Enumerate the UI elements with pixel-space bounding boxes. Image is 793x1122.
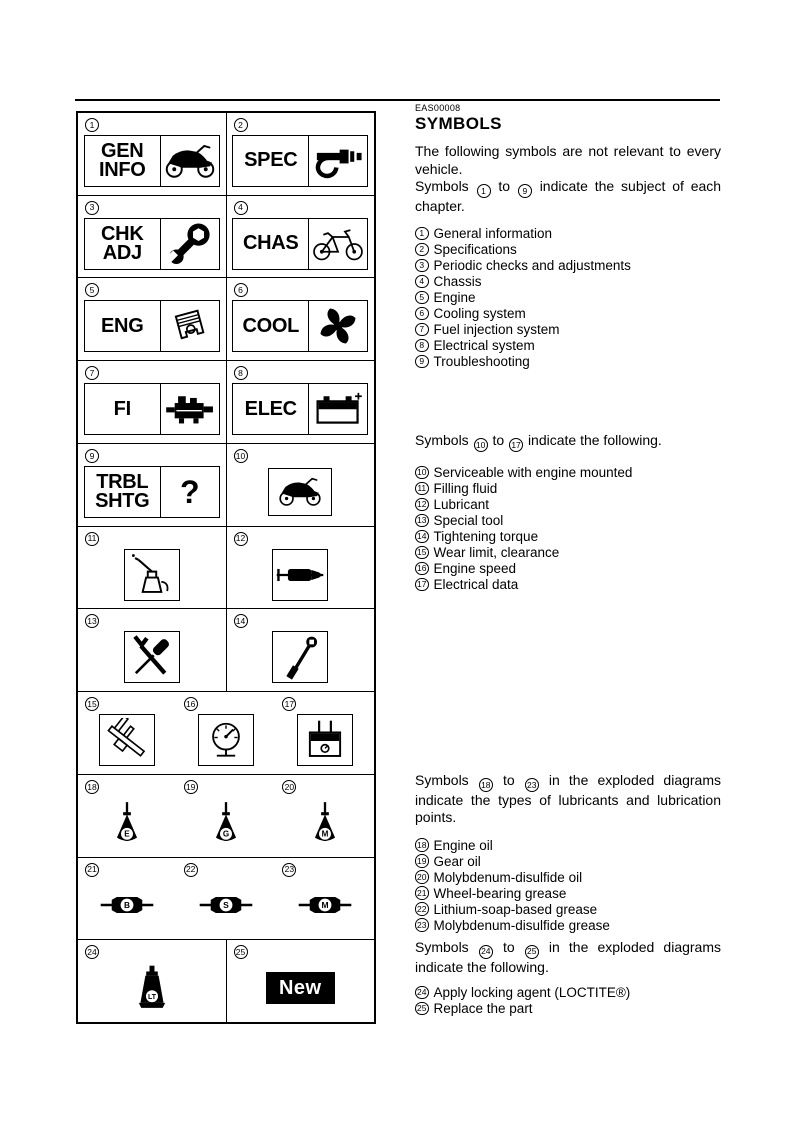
cell-filling-fluid xyxy=(78,527,227,609)
circled-number: 23 xyxy=(525,778,539,792)
circled-number: 10 xyxy=(474,438,488,452)
lube-list xyxy=(415,838,721,934)
cell-number: 7 xyxy=(85,366,99,380)
list-item xyxy=(415,338,721,354)
list-item xyxy=(415,838,721,854)
item-number: 10 xyxy=(415,466,429,480)
symbol-label: CHAS xyxy=(233,219,309,269)
item-number: 12 xyxy=(415,498,429,512)
item-number: 8 xyxy=(415,339,429,353)
item-label: Apply locking agent (LOCTITE®) xyxy=(433,985,631,1000)
circled-number: 18 xyxy=(479,778,493,792)
cell-gear-oil xyxy=(177,775,276,857)
list-item xyxy=(415,577,721,593)
list-item xyxy=(415,886,721,902)
symbol-table xyxy=(76,111,376,1024)
table-row xyxy=(78,858,374,941)
item-number: 16 xyxy=(415,562,429,576)
cell-number: 4 xyxy=(234,201,248,215)
locking-agent-letter: LT xyxy=(147,994,156,1002)
cell-special-tool xyxy=(78,609,227,691)
cell-engine-oil xyxy=(78,775,177,857)
motorcycle-icon xyxy=(268,468,332,516)
list-item xyxy=(415,529,721,545)
item-number: 1 xyxy=(415,227,429,241)
molybdenum-grease-icon xyxy=(297,892,353,918)
item-label: Tightening torque xyxy=(433,529,539,544)
item-label: Special tool xyxy=(433,513,504,528)
list-item xyxy=(415,854,721,870)
cell-number: 5 xyxy=(85,283,99,297)
item-label: General information xyxy=(433,226,553,242)
caliper-icon xyxy=(99,714,155,766)
cell-locking-agent xyxy=(78,940,227,1022)
item-number: 20 xyxy=(415,870,429,884)
table-row xyxy=(78,361,374,444)
elec-symbol-box xyxy=(232,383,368,435)
item-label: Lithium-soap-based grease xyxy=(433,901,598,917)
list-item xyxy=(415,545,721,561)
chas-symbol-box xyxy=(232,218,368,270)
item-number: 5 xyxy=(415,291,429,305)
list-item xyxy=(415,870,721,886)
list-item xyxy=(415,561,721,577)
oil-letter: E xyxy=(124,829,131,839)
oil-can-icon xyxy=(124,549,180,601)
cell-number: 18 xyxy=(85,780,99,794)
cell-replace-part xyxy=(227,940,375,1022)
symbol-label: SPEC xyxy=(233,136,309,186)
fan-icon xyxy=(309,301,367,351)
cell-number: 11 xyxy=(85,532,99,546)
note-symbols-note: Symbols 24 to 25 in the exploded diagrams indicate the following. xyxy=(415,938,722,975)
multimeter-icon xyxy=(297,714,353,766)
item-label: Engine oil xyxy=(433,837,493,853)
item-number: 3 xyxy=(415,259,429,273)
cell-molybdenum-oil xyxy=(275,775,374,857)
cell-number: 20 xyxy=(282,780,296,794)
table-row xyxy=(78,692,374,775)
cell-lithium-grease xyxy=(177,858,276,940)
chassis-icon xyxy=(309,219,367,269)
cell-serviceable-engine-mounted xyxy=(227,444,375,526)
oil-letter: G xyxy=(222,829,230,839)
item-number: 25 xyxy=(415,1002,429,1016)
item-number: 9 xyxy=(415,355,429,369)
list-item xyxy=(415,258,721,274)
item-number: 17 xyxy=(415,578,429,592)
wheel-bearing-grease-icon xyxy=(99,892,155,918)
cell-number: 6 xyxy=(234,283,248,297)
item-label: Lubricant xyxy=(433,497,490,512)
cell-number: 1 xyxy=(85,118,99,132)
cell-trbl-shtg xyxy=(78,444,227,526)
header-rule xyxy=(75,99,720,101)
item-label: Replace the part xyxy=(433,1001,533,1016)
list-item xyxy=(415,1001,721,1017)
tools-icon xyxy=(124,631,180,683)
item-label: Electrical data xyxy=(433,577,519,592)
table-row xyxy=(78,196,374,279)
grease-letter: M xyxy=(321,900,329,911)
cell-number: 13 xyxy=(85,614,99,628)
molybdenum-oil-icon xyxy=(308,799,342,847)
item-label: Molybdenum-disulfide grease xyxy=(433,917,610,933)
cell-elec xyxy=(227,361,375,443)
symbol-label: TRBL SHTG xyxy=(85,467,161,517)
oil-letter: M xyxy=(321,829,329,839)
item-label: Molybdenum-disulfide oil xyxy=(433,869,583,885)
item-number: 2 xyxy=(415,243,429,257)
cell-number: 21 xyxy=(85,863,99,877)
torque-wrench-icon xyxy=(272,631,328,683)
table-row xyxy=(78,278,374,361)
item-label: Filling fluid xyxy=(433,481,498,496)
item-number: 22 xyxy=(415,902,429,916)
cell-number: 2 xyxy=(234,118,248,132)
circled-number: 1 xyxy=(477,184,491,198)
cell-number: 17 xyxy=(282,697,296,711)
item-number: 23 xyxy=(415,918,429,932)
cell-spec xyxy=(227,113,375,195)
cell-gen-info xyxy=(78,113,227,195)
item-label: Engine xyxy=(433,290,476,306)
motorcycle-icon xyxy=(161,136,219,186)
chapter-list xyxy=(415,226,721,370)
table-row xyxy=(78,609,374,692)
item-number: 18 xyxy=(415,838,429,852)
cell-number: 16 xyxy=(184,697,198,711)
cell-chk-adj xyxy=(78,196,227,278)
question-mark-icon: ? xyxy=(179,473,200,510)
lithium-grease-icon xyxy=(198,892,254,918)
list-item xyxy=(415,274,721,290)
item-label: Gear oil xyxy=(433,853,481,869)
list-item xyxy=(415,306,721,322)
text-column xyxy=(415,103,721,1017)
item-label: Wheel-bearing grease xyxy=(433,885,567,901)
cell-number: 10 xyxy=(234,449,248,463)
info-list xyxy=(415,465,721,593)
locking-agent-icon xyxy=(133,964,171,1012)
symbol-label: FI xyxy=(85,384,161,434)
item-label: Wear limit, clearance xyxy=(433,545,560,560)
item-label: Electrical system xyxy=(433,338,535,354)
cell-number: 15 xyxy=(85,697,99,711)
item-label: Chassis xyxy=(433,274,482,290)
circled-number: 17 xyxy=(509,438,523,452)
page-title: SYMBOLS xyxy=(415,114,502,133)
table-row xyxy=(78,775,374,858)
cell-cool xyxy=(227,278,375,360)
battery-icon xyxy=(309,384,367,434)
item-label: Periodic checks and adjustments xyxy=(433,258,631,274)
item-label: Cooling system xyxy=(433,306,526,322)
symbol-label: GEN INFO xyxy=(85,136,161,186)
list-item xyxy=(415,985,721,1001)
item-number: 19 xyxy=(415,854,429,868)
table-row xyxy=(78,940,374,1022)
symbol-label: COOL xyxy=(233,301,309,351)
list-item xyxy=(415,918,721,934)
cell-number: 12 xyxy=(234,532,248,546)
item-label: Fuel injection system xyxy=(433,322,560,338)
grease-letter: B xyxy=(124,900,131,911)
circled-number: 25 xyxy=(525,945,539,959)
item-number: 21 xyxy=(415,886,429,900)
symbol-label: ENG xyxy=(85,301,161,351)
item-number: 6 xyxy=(415,307,429,321)
list-item xyxy=(415,902,721,918)
chk-adj-symbol-box xyxy=(84,218,220,270)
gear-oil-icon xyxy=(209,799,243,847)
cell-number: 9 xyxy=(85,449,99,463)
micrometer-icon xyxy=(309,136,367,186)
item-number: 7 xyxy=(415,323,429,337)
cell-number: 3 xyxy=(85,201,99,215)
lube-symbols-note: Symbols 18 to 23 in the exploded diagrams indicate the types of lubricants and lubrication points. xyxy=(415,772,722,826)
eng-symbol-box xyxy=(84,300,220,352)
document-code: EAS00008 xyxy=(415,103,461,113)
table-row xyxy=(78,527,374,610)
list-item xyxy=(415,290,721,306)
symbol-label: CHK ADJ xyxy=(85,219,161,269)
cell-number: 22 xyxy=(184,863,198,877)
tachometer-icon xyxy=(198,714,254,766)
item-number: 24 xyxy=(415,986,429,1000)
piston-icon xyxy=(161,301,219,351)
cell-wear-limit xyxy=(78,692,177,774)
cell-number: 14 xyxy=(234,614,248,628)
table-row xyxy=(78,113,374,196)
item-label: Specifications xyxy=(433,242,517,258)
fi-symbol-box xyxy=(84,383,220,435)
chapter-symbols-note: Symbols 1 to 9 indicate the subject of each chapter. xyxy=(415,178,722,214)
item-label: Troubleshooting xyxy=(433,354,530,370)
trbl-shtg-symbol-box xyxy=(84,466,220,518)
item-number: 13 xyxy=(415,514,429,528)
item-number: 4 xyxy=(415,275,429,289)
engine-oil-icon xyxy=(110,799,144,847)
cell-number: 19 xyxy=(184,780,198,794)
cell-molybdenum-grease xyxy=(275,858,374,940)
new-badge: New xyxy=(266,972,335,1004)
item-number: 11 xyxy=(415,482,429,496)
info-symbols-note: Symbols 10 to 17 indicate the following. xyxy=(415,432,721,452)
cell-tightening-torque xyxy=(227,609,375,691)
cell-engine-speed xyxy=(177,692,276,774)
cool-symbol-box xyxy=(232,300,368,352)
cell-number: 24 xyxy=(85,945,99,959)
cell-fi xyxy=(78,361,227,443)
symbol-label: ELEC xyxy=(233,384,309,434)
cell-electrical-data xyxy=(275,692,374,774)
list-item xyxy=(415,322,721,338)
list-item xyxy=(415,226,721,242)
grease-gun-icon xyxy=(272,549,328,601)
circled-number: 9 xyxy=(518,184,532,198)
cell-wheel-bearing-grease xyxy=(78,858,177,940)
cell-eng xyxy=(78,278,227,360)
gen-info-symbol-box xyxy=(84,135,220,187)
list-item xyxy=(415,242,721,258)
cell-number: 8 xyxy=(234,366,248,380)
spec-symbol-box xyxy=(232,135,368,187)
cell-lubricant xyxy=(227,527,375,609)
cell-number: 23 xyxy=(282,863,296,877)
grease-letter: S xyxy=(223,900,229,911)
list-item xyxy=(415,465,721,481)
cell-chas xyxy=(227,196,375,278)
intro-paragraph: The following symbols are not relevant to every vehicle. xyxy=(415,143,721,177)
engine-icon xyxy=(161,384,219,434)
item-number: 14 xyxy=(415,530,429,544)
item-label: Engine speed xyxy=(433,561,517,576)
item-label: Serviceable with engine mounted xyxy=(433,465,633,480)
list-item xyxy=(415,513,721,529)
list-item xyxy=(415,481,721,497)
item-number: 15 xyxy=(415,546,429,560)
circled-number: 24 xyxy=(479,945,493,959)
cell-number: 25 xyxy=(234,945,248,959)
list-item xyxy=(415,354,721,370)
wrench-icon xyxy=(161,219,219,269)
note-list xyxy=(415,985,721,1017)
list-item xyxy=(415,497,721,513)
table-row xyxy=(78,444,374,527)
